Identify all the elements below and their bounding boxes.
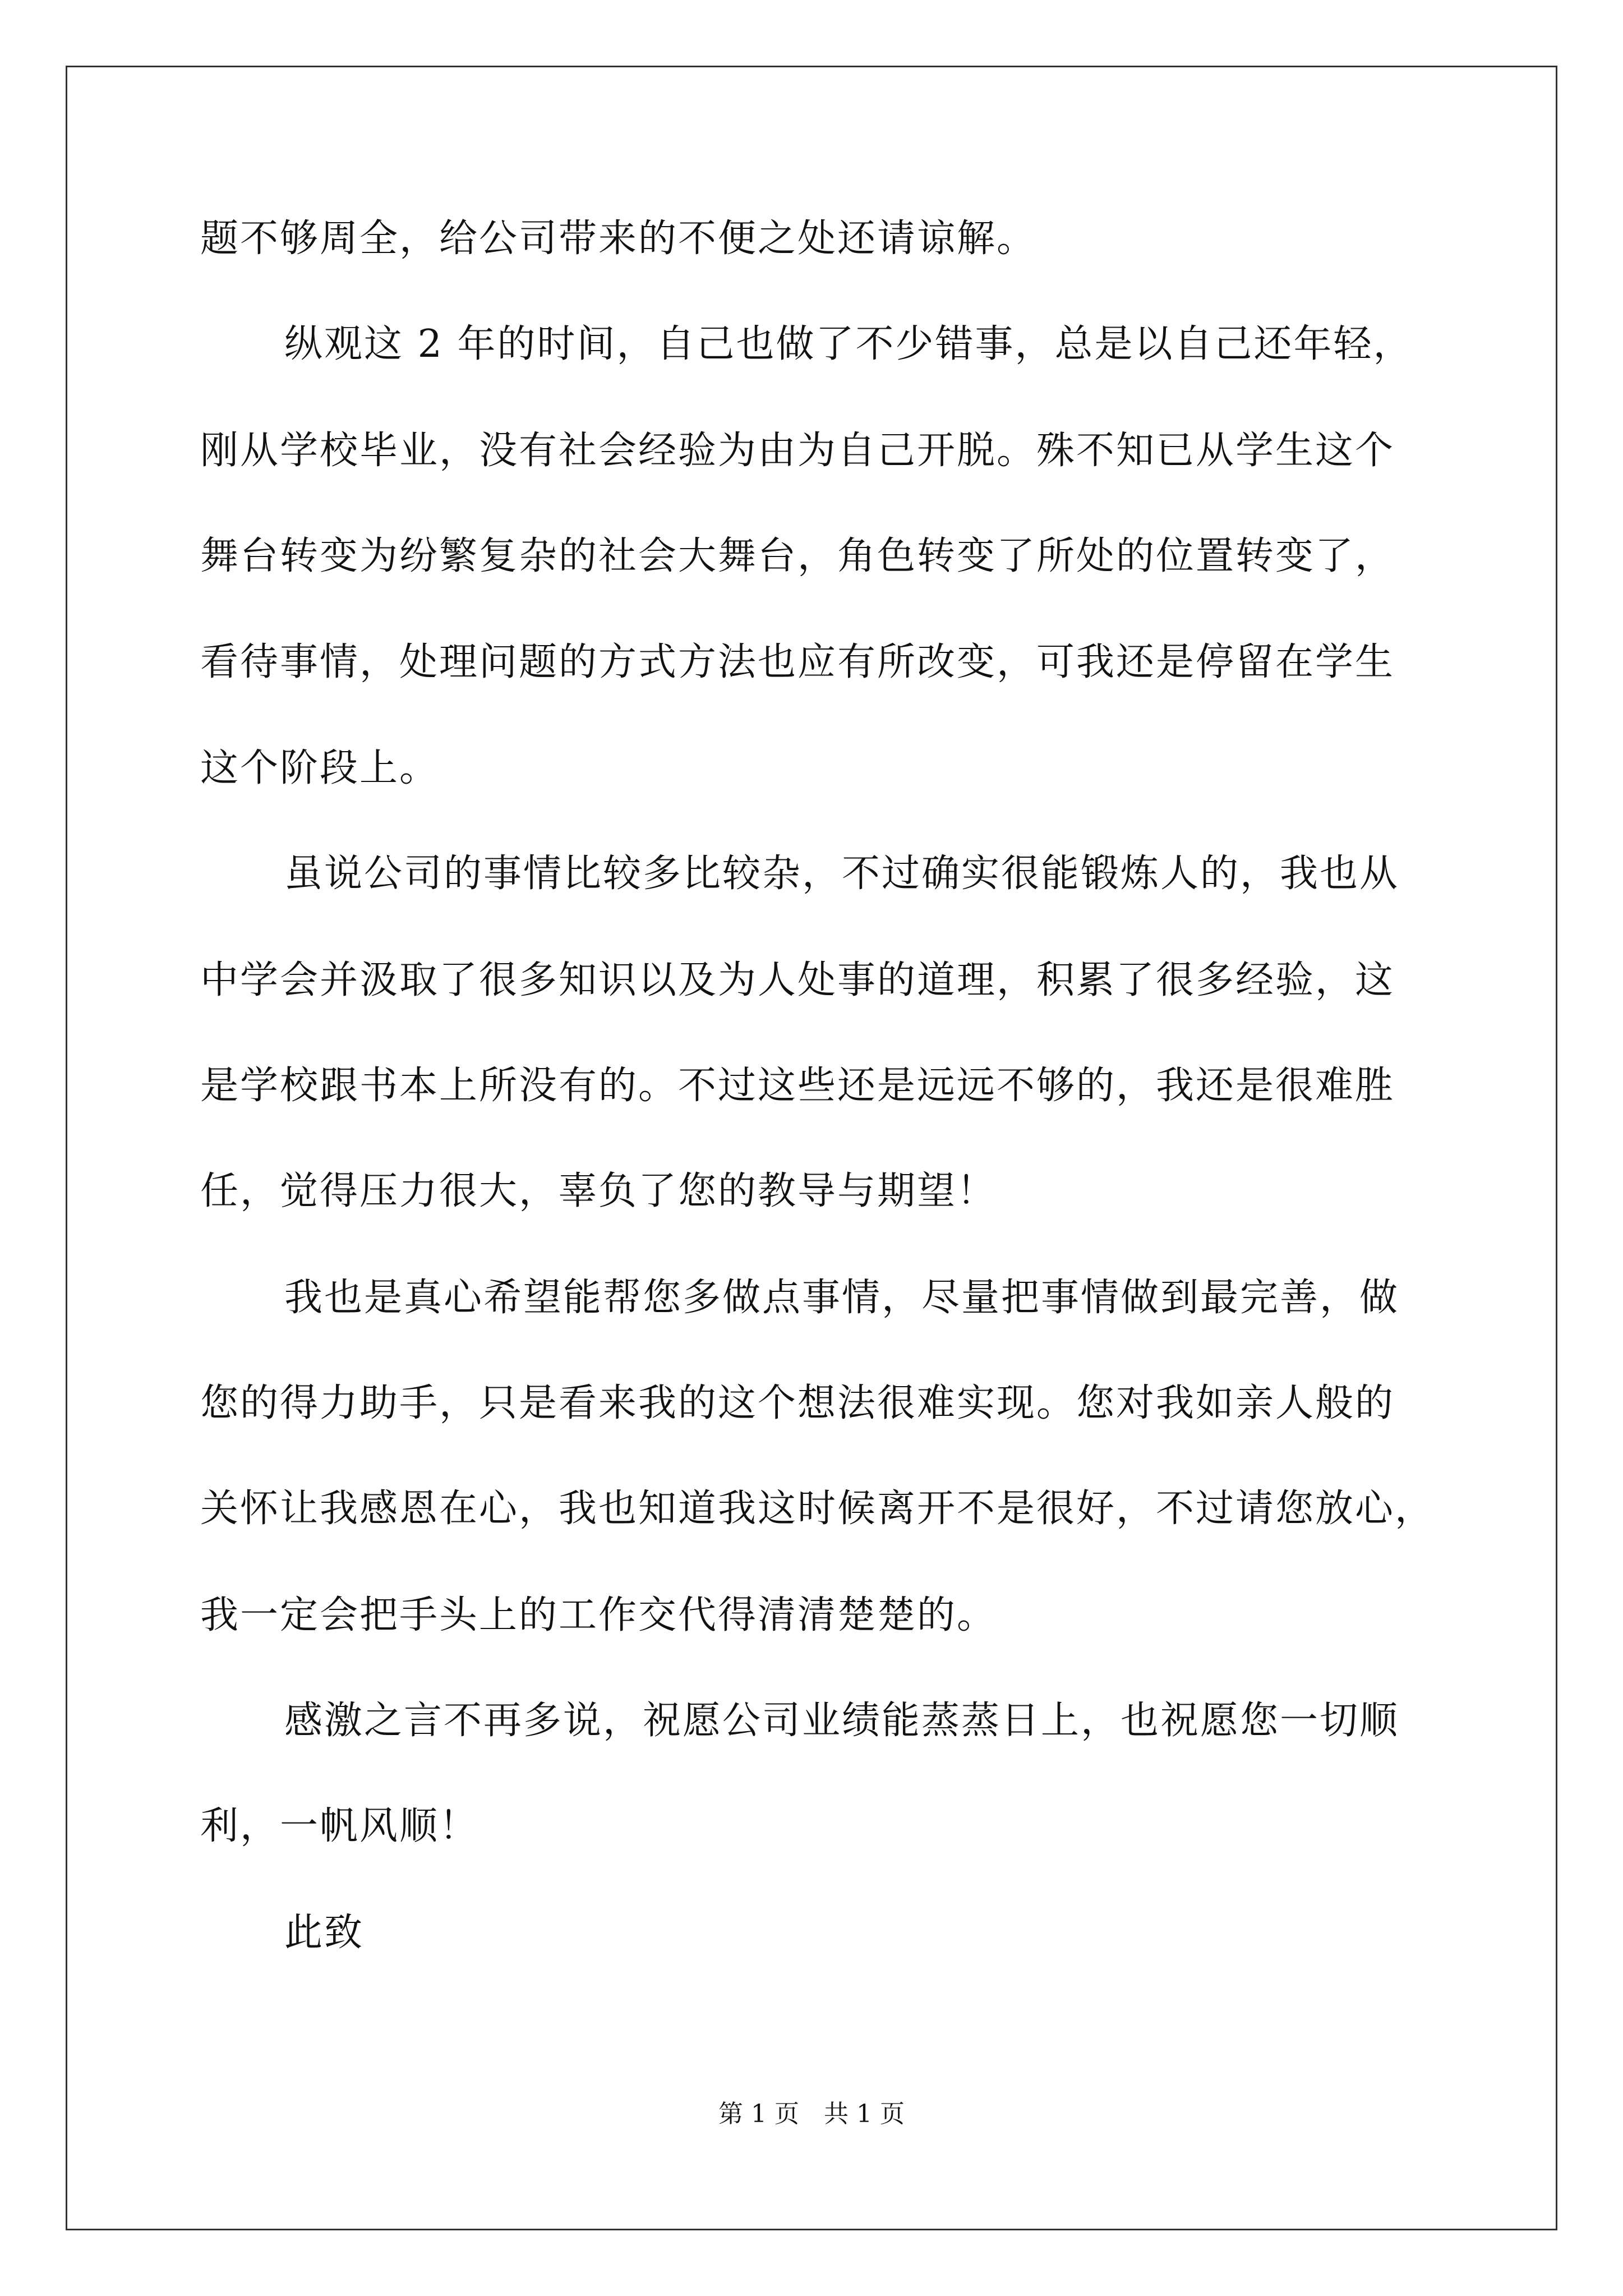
text-line: 是学校跟书本上所没有的。不过这些还是远远不够的，我还是很难胜	[200, 1064, 1395, 1108]
text-line: 这个阶段上。	[200, 746, 440, 790]
text-line: 虽说公司的事情比较多比较杂，不过确实很能锻炼人的，我也从	[284, 852, 1400, 896]
text-line: 您的得力助手，只是看来我的这个想法很难实现。您对我如亲人般的	[200, 1381, 1395, 1425]
text-line: 关怀让我感恩在心，我也知道我这时候离开不是很好，不过请您放心，	[200, 1487, 1435, 1531]
text-line: 我一定会把手头上的工作交代得清清楚楚的。	[200, 1593, 997, 1637]
text-line: 题不够周全，给公司带来的不便之处还请谅解。	[200, 217, 1037, 261]
text-line: 中学会并汲取了很多知识以及为人处事的道理，积累了很多经验，这	[200, 958, 1395, 1002]
text-line: 舞台转变为纷繁复杂的社会大舞台，角色转变了所处的位置转变了，	[200, 534, 1395, 578]
text-line: 任，觉得压力很大，辜负了您的教导与期望！	[200, 1169, 997, 1213]
text-line: 感激之言不再多说，祝愿公司业绩能蒸蒸日上，也祝愿您一切顺	[284, 1699, 1400, 1743]
text-line: 纵观这 2 年的时间，自己也做了不少错事，总是以自己还年轻，	[284, 322, 1413, 366]
text-line: 我也是真心希望能帮您多做点事情，尽量把事情做到最完善，做	[284, 1276, 1400, 1320]
text-line: 看待事情，处理问题的方式方法也应有所改变，可我还是停留在学生	[200, 640, 1395, 684]
text-line: 刚从学校毕业，没有社会经验为由为自己开脱。殊不知已从学生这个	[200, 429, 1395, 473]
text-line: 利，一帆风顺！	[200, 1804, 479, 1848]
page-number: 第 1 页 共 1 页	[718, 2100, 905, 2128]
text-line: 此致	[284, 1911, 365, 1955]
